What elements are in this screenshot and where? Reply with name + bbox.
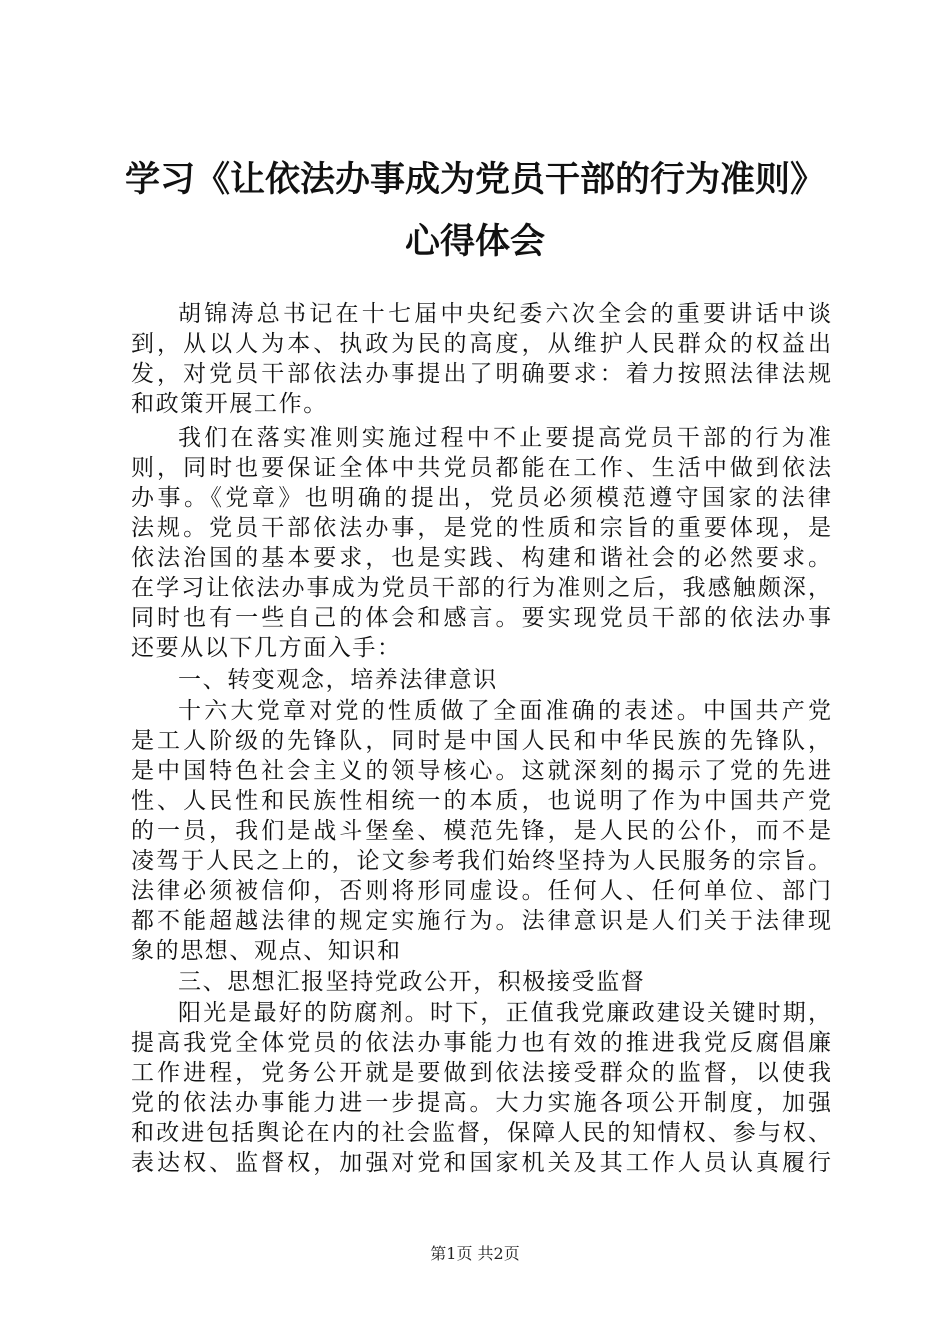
- text-line: 到，从以人为本、执政为民的高度，从维护人民群众的权益出: [131, 331, 831, 357]
- text-line: 是工人阶级的先锋队，同时是中国人民和中华民族的先锋队，: [131, 728, 831, 754]
- text-line: 在学习让依法办事成为党员干部的行为准则之后，我感触颇深，: [131, 575, 831, 601]
- text-line: 胡锦涛总书记在十七届中央纪委六次全会的重要讲话中谈: [178, 301, 831, 327]
- text-line: 党的依法办事能力进一步提高。大力实施各项公开制度，加强: [131, 1090, 831, 1116]
- section-heading: 一、转变观念，培养法律意识: [178, 667, 498, 693]
- text-line: 法规。党员干部依法办事，是党的性质和宗旨的重要体现，是: [131, 515, 831, 541]
- text-line: 依法治国的基本要求，也是实践、构建和谐社会的必然要求。: [131, 545, 831, 571]
- text-line: 表达权、监督权，加强对党和国家机关及其工作人员认真履行: [131, 1150, 831, 1176]
- section-heading: 三、思想汇报坚持党政公开，积极接受监督: [178, 969, 646, 995]
- text-line: 是中国特色社会主义的领导核心。这就深刻的揭示了党的先进: [131, 758, 831, 784]
- text-line: 性、人民性和民族性相统一的本质，也说明了作为中国共产党: [131, 788, 831, 814]
- text-line: 的一员，我们是战斗堡垒、模范先锋，是人民的公仆，而不是: [131, 818, 831, 844]
- text-line: 都不能超越法律的规定实施行为。法律意识是人们关于法律现: [131, 908, 831, 934]
- text-line: 法律必须被信仰，否则将形同虚设。任何人、任何单位、部门: [131, 878, 831, 904]
- text-line: 阳光是最好的防腐剂。时下，正值我党廉政建设关键时期，: [178, 1000, 831, 1026]
- document-title-line-1: 学习《让依法办事成为党员干部的行为准则》: [124, 160, 825, 200]
- text-line: 则，同时也要保证全体中共党员都能在工作、生活中做到依法: [131, 455, 831, 481]
- text-line: 提高我党全体党员的依法办事能力也有效的推进我党反腐倡廉: [131, 1030, 831, 1056]
- document-title-line-2: 心得体会: [404, 222, 545, 262]
- text-line: 凌驾于人民之上的，论文参考我们始终坚持为人民服务的宗旨。: [131, 848, 831, 874]
- text-line: 象的思想、观点、知识和: [131, 938, 402, 964]
- text-line: 同时也有一些自己的体会和感言。要实现党员干部的依法办事: [131, 605, 831, 631]
- text-line: 发，对党员干部依法办事提出了明确要求：着力按照法律法规: [131, 361, 831, 387]
- text-line: 十六大党章对党的性质做了全面准确的表述。中国共产党: [178, 698, 831, 724]
- text-line: 办事。《党章》也明确的提出，党员必须模范遵守国家的法律: [131, 485, 831, 511]
- text-line: 我们在落实准则实施过程中不止要提高党员干部的行为准: [178, 425, 831, 451]
- text-line: 工作进程，党务公开就是要做到依法接受群众的监督，以使我: [131, 1060, 831, 1086]
- text-line: 和政策开展工作。: [131, 391, 328, 417]
- page-number: 第1页 共2页: [430, 1244, 520, 1263]
- text-line: 和改进包括舆论在内的社会监督，保障人民的知情权、参与权、: [131, 1120, 831, 1146]
- text-line: 还要从以下几方面入手：: [131, 635, 402, 661]
